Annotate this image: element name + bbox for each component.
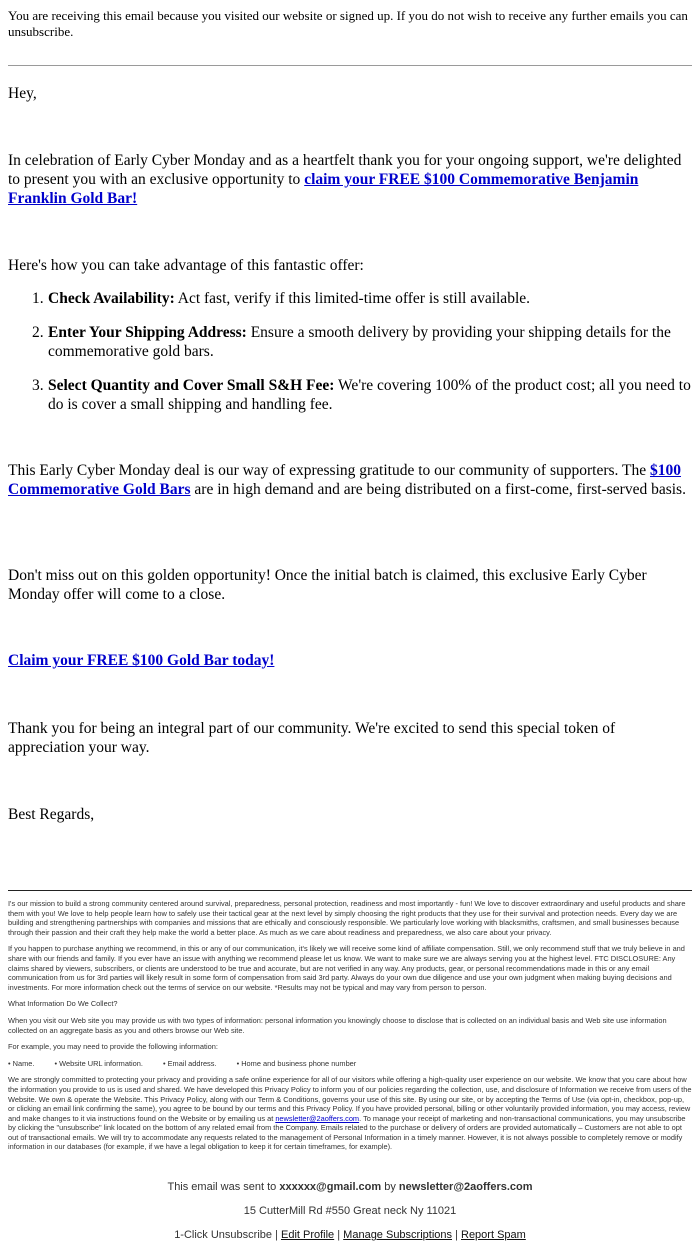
dont-miss-paragraph: Don't miss out on this golden opportunity! Once the initial batch is claimed, this exclusive Early Cyber Monday offer will come to a close.: [8, 567, 647, 603]
disclosure-text: If you happen to purchase anything we recommend, in this or any of our communication, it's likely we will receive some kind of affiliate compensation. Still, we only recommend stuff that we truly believe in and share with our friends and family. If you ever have an issue with anything we recommend please let us know. We want to make sure we are always serving you at the highest level. FTC DISCLOSURE: Any claims shared by viewers, subscribers, or clients are understood to be true and accurate, but are not verified in any way. Any products, gear, or personal recommendations made in this or any email communication from us for 3rd parties will likely result in some form of compensation from said 3rd party. Always do your own due diligence and use your own judgment when making buying decisions and investments. For more information check out the terms of service on our website. *Results may not be typical and may vary from person to person.: [8, 944, 685, 992]
separator: |: [334, 1229, 344, 1241]
report-spam-link[interactable]: Report Spam: [461, 1229, 526, 1241]
step-item: [8, 289, 692, 308]
bullet-email: • Email address.: [162, 1058, 217, 1068]
step-item: [8, 323, 692, 361]
deal-text-after: are in high demand and are being distributed on a first-come, first-served basis.: [190, 481, 686, 498]
deal-paragraph: [8, 461, 692, 499]
step-number: 2.: [32, 324, 44, 341]
when-visit-text: When you visit our Web site you may provide us with two types of information: personal information you knowingly choose to disclose that is collected on an individual basis and Web site use information collected on an aggregate basis as you and others browse our Web site.: [8, 1015, 667, 1035]
separator: |: [452, 1229, 461, 1241]
footer-legal: [8, 899, 692, 1152]
privacy-text-after: . To manage your receipt of marketing and non-transactional communications, you may unsubscribe by clicking the "unsubscribe" link located on the bottom of any related email from the Company. Emails related to the purchase or delivery of orders are provided automatically – Customers are not able to opt out of transactional emails. We will try to accommodate any requests related to the management of Personal Information in a timely manner. However, it is not always possible to completely remove or modify information in our databases (for example, if we have a legal obligation to keep it for certain timeframes, for example).: [8, 1113, 686, 1152]
mission-text: I's our mission to build a strong community centered around survival, preparedness, personal protection, readiness and most importantly - fun! We love to discover extraordinary and useful products and share them with you! We love to help people learn how to safely use their tactical gear at the next level by simply choosing the right products that they use for their survival and protection needs. Every day we are building and strengthening partnerships with companies and missions that are ethically and consciously responsible. We particularly love working with blacksmiths, craftsmen, and small businesses because through their passion and their craft they help make the world a better place. As much as we care about readiness and preparedness, we also care about your privacy.: [8, 899, 686, 937]
one-click-unsubscribe[interactable]: 1-Click Unsubscribe: [174, 1229, 272, 1241]
footer-divider: [8, 890, 692, 891]
newsletter-email-link[interactable]: newsletter@2aoffers.com: [275, 1113, 360, 1123]
thanks-paragraph: Thank you for being an integral part of our community. We're excited to send this special token of appreciation your way.: [8, 720, 616, 756]
step-text: We're covering 100% of the product cost; all you need to do is cover a small shipping and handling fee.: [48, 377, 691, 413]
header-divider: [8, 65, 692, 66]
info-bullets: [8, 1059, 692, 1069]
gold-bars-link[interactable]: $100 Commemorative Gold Bars: [8, 462, 681, 498]
step-title: Enter Your Shipping Address:: [48, 324, 247, 341]
step-text: Ensure a smooth delivery by providing your shipping details for the commemorative gold bars.: [48, 324, 671, 360]
step-number: 1.: [32, 290, 44, 307]
sent-by-word: by: [381, 1181, 399, 1193]
greeting: Hey,: [8, 85, 37, 102]
step-title: Select Quantity and Cover Small S&H Fee:: [48, 377, 335, 394]
recipient-email: xxxxxx@gmail.com: [279, 1181, 382, 1193]
for-example-text: For example, you may need to provide the following information:: [8, 1042, 218, 1052]
signoff: Best Regards,: [8, 806, 95, 823]
claim-gold-bar-link[interactable]: claim your FREE $100 Commemorative Benjamin Franklin Gold Bar!: [8, 171, 639, 207]
intro-paragraph: [8, 151, 692, 208]
bullet-phone: • Home and business phone number: [236, 1058, 357, 1068]
edit-profile-link[interactable]: Edit Profile: [280, 1229, 335, 1241]
bullet-url: • Website URL information.: [54, 1058, 143, 1068]
step-item: [8, 376, 692, 414]
claim-today-link[interactable]: Claim your FREE $100 Gold Bar today!: [8, 652, 275, 669]
sender-email: newsletter@2aoffers.com: [398, 1181, 533, 1193]
sent-prefix: This email was sent to: [167, 1181, 280, 1193]
step-title: Check Availability:: [48, 290, 175, 307]
deal-text-before: This Early Cyber Monday deal is our way of expressing gratitude to our community of supporters. The: [8, 462, 650, 479]
bullet-name: • Name.: [8, 1058, 35, 1068]
footer-links: [0, 1229, 700, 1241]
step-text: Act fast, verify if this limited-time offer is still available.: [174, 290, 531, 307]
privacy-text-before: We are strongly committed to protecting your privacy and providing a safe online experience for all of our visitors while offering a high-quality user experience on our website. We know that you care about how the information you provide to us is used and shared. We have developed this Privacy Policy to inform you of our policies regarding the collection, use, and disclosure of Information we receive from users of the Website. We own & operate the Website. This Privacy Policy, along with our Term & Conditions, governs your use of this site. By using our site, or by accepting the Terms of Use (via opt-in, checkbox, pop-up, or clicking an email link confirming the same), you agree to be bound by our terms and this Privacy Policy. If you have provided personal, billing or other voluntarily provided information, you may access, review and make changes to it via instructions found on the Website or by emailing us at: [8, 1075, 692, 1123]
intro-text: In celebration of Early Cyber Monday and as a heartfelt thank you for your ongoing support, we're delighted to present you with an exclusive opportunity to: [8, 152, 682, 188]
privacy-text: [8, 1075, 692, 1152]
what-info-heading: What Information Do We Collect?: [8, 999, 118, 1009]
steps-list: [8, 289, 692, 429]
cta-paragraph: [8, 651, 692, 670]
manage-subscriptions-link[interactable]: Manage Subscriptions: [343, 1229, 453, 1241]
how-to-heading: Here's how you can take advantage of this fantastic offer:: [8, 257, 364, 274]
unsubscribe-notice: You are receiving this email because you visited our website or signed up. If you do not wish to receive any further emails you can unsubscribe.: [8, 8, 688, 39]
step-number: 3.: [32, 377, 44, 394]
postal-address: 15 CutterMill Rd #550 Great neck Ny 11021: [243, 1205, 457, 1217]
sent-to-line: [0, 1181, 700, 1193]
separator: |: [272, 1229, 281, 1241]
